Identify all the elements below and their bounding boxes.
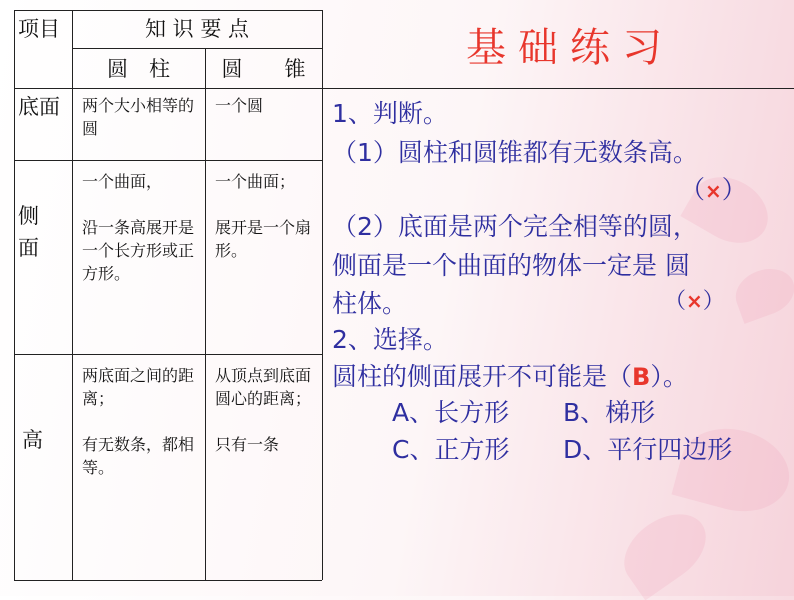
answer-cross-icon: × bbox=[686, 289, 703, 313]
row-label-lateral: 侧面 bbox=[18, 204, 39, 260]
row-label-height: 高 bbox=[22, 428, 43, 452]
cell-cone-height: 从顶点到底面圆心的距离； 只有一条 bbox=[215, 366, 312, 454]
exercise-title: 基础练习 bbox=[466, 25, 674, 71]
row-label-base: 底面 bbox=[18, 95, 60, 119]
question-1-2-answer-box: （×） bbox=[664, 289, 725, 314]
header-cylinder: 圆 柱 bbox=[107, 57, 170, 81]
option-d: D、平行四边形 bbox=[563, 435, 733, 464]
question-2-answer: B bbox=[632, 363, 651, 391]
cell-cylinder-lateral: 一个曲面， 沿一条高展开是一个长方形或正方形。 bbox=[82, 172, 195, 283]
question-1-2-line-1: （2）底面是两个完全相等的圆， bbox=[332, 212, 698, 241]
option-a: A、长方形 bbox=[392, 398, 510, 427]
question-1-1-answer-box: （×） bbox=[680, 175, 747, 204]
header-cone: 圆 锥 bbox=[221, 57, 306, 81]
header-item: 项目 bbox=[18, 17, 60, 41]
question-2-stem: 圆柱的侧面展开不可能是（B）。 bbox=[332, 362, 688, 391]
question-1-2-line-2: 侧面是一个曲面的物体一定是 圆 bbox=[332, 251, 690, 280]
cell-cone-base: 一个圆 bbox=[215, 96, 264, 115]
option-c: C、正方形 bbox=[392, 435, 510, 464]
cell-cylinder-height: 两底面之间的距离； 有无数条，都相等。 bbox=[82, 366, 195, 477]
question-2-heading: 2、选择。 bbox=[332, 325, 448, 354]
question-1-2-line-3: 柱体。 bbox=[332, 289, 408, 318]
option-b: B、梯形 bbox=[563, 398, 656, 427]
answer-cross-icon: × bbox=[705, 179, 722, 203]
cell-cylinder-base: 两个大小相等的圆 bbox=[82, 96, 195, 138]
question-1-1: （1）圆柱和圆锥都有无数条高。 bbox=[332, 138, 698, 167]
cell-cone-lateral: 一个曲面； 展开是一个扇形。 bbox=[215, 172, 312, 260]
header-knowledge-points: 知 识 要 点 bbox=[144, 17, 250, 41]
question-1-heading: 1、判断。 bbox=[332, 99, 448, 128]
